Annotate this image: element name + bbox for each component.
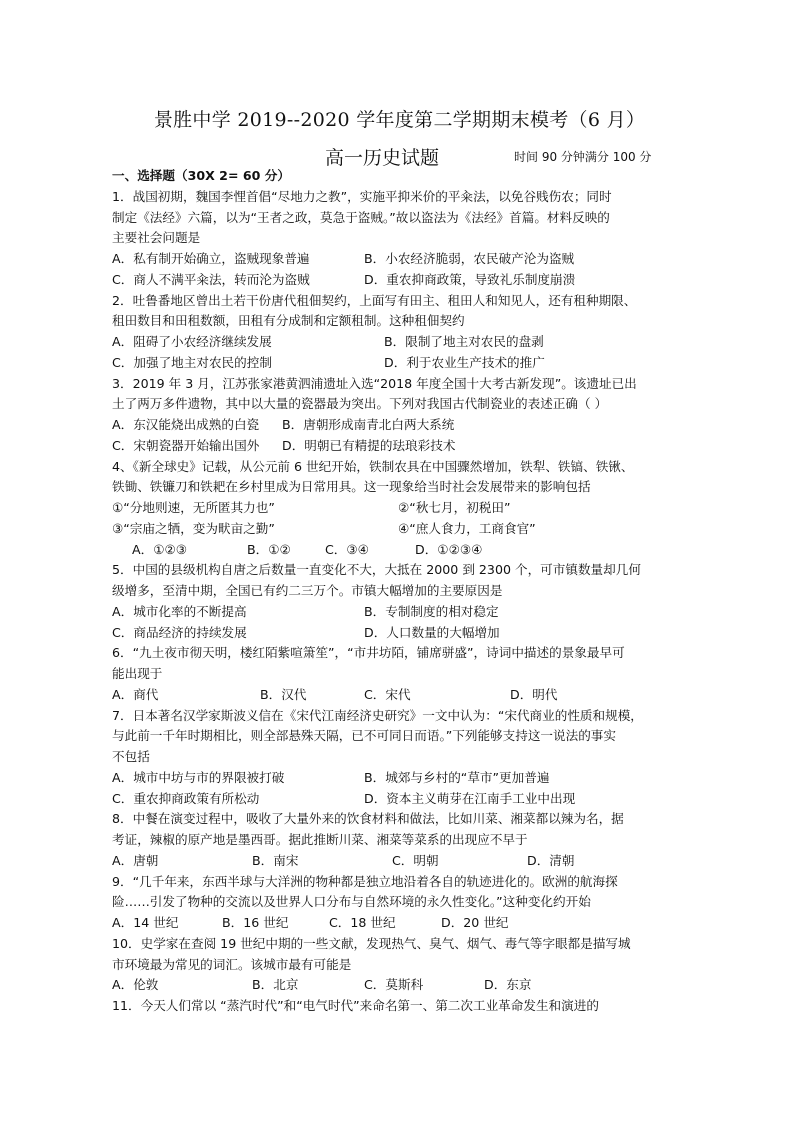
- question-2: [112, 291, 687, 374]
- option-d[interactable]: D．清朝: [527, 852, 575, 868]
- option-b[interactable]: B．①②: [247, 541, 291, 557]
- option-c[interactable]: C．加强了地主对农民的控制: [112, 354, 272, 370]
- question-line: 10．史学家在查阅 19 世纪中期的一些文献，发现热气、臭气、烟气、毒气等字眼都是描写城: [112, 935, 631, 951]
- option-b[interactable]: B．限制了地主对农民的盘剥: [384, 334, 544, 349]
- option-c[interactable]: C．③④: [325, 541, 369, 557]
- question-line: 考证，辣椒的原产地是墨西哥。据此推断川菜、湘菜等菜系的出现应不早于: [112, 832, 528, 847]
- question-line: 1．战国初期，魏国李悝首倡“尽地力之教”，实施平抑米价的平籴法，以免谷贱伤农；同时: [112, 188, 612, 204]
- option-b[interactable]: B．北京: [252, 977, 299, 993]
- question-line: 市环境最为常见的词汇。该城市最有可能是: [112, 956, 352, 972]
- statement-2: ②“秋七月，初税田”: [398, 500, 511, 515]
- option-row: [112, 623, 687, 644]
- option-row: [112, 436, 687, 457]
- question-line: 9．“几千年来，东西半球与大洋洲的物种都是独立地沿着各自的轨迹进化的。欧洲的航海探: [112, 873, 618, 889]
- option-c[interactable]: C．商人不满平籴法，转而沦为盗贼: [112, 271, 310, 287]
- option-row: [112, 249, 687, 270]
- statement-3: ③“宗庙之牺，变为畎亩之勤”: [112, 520, 275, 536]
- question-line: 险……引发了物种的交流以及世界人口分布与自然环境的永久性变化。”这种变化约开始: [112, 894, 591, 910]
- question-line: 级增多，至清中期，全国已有约二三万个。市镇大幅增加的主要原因是: [112, 583, 503, 598]
- exam-subtitle: 高一历史试题: [325, 147, 440, 169]
- question-7: [112, 706, 687, 810]
- option-d[interactable]: D．20 世纪: [441, 915, 509, 930]
- option-a[interactable]: A．伦敦: [112, 977, 159, 993]
- question-10: [112, 934, 687, 996]
- option-a[interactable]: A．城市中坊与市的界限被打破: [112, 769, 285, 785]
- option-d[interactable]: D．资本主义萌芽在江南手工业中出现: [364, 790, 576, 806]
- option-b[interactable]: B．唐朝形成南青北白两大系统: [282, 417, 455, 432]
- option-a[interactable]: A．①②③: [132, 541, 188, 557]
- option-a[interactable]: A．阻碍了小农经济继续发展: [112, 334, 272, 349]
- option-d[interactable]: D．人口数量的大幅增加: [364, 624, 500, 640]
- option-row: [112, 685, 687, 706]
- option-c[interactable]: C．明朝: [392, 852, 439, 868]
- option-c[interactable]: C．宋朝瓷器开始输出国外: [112, 437, 260, 453]
- option-c[interactable]: C．18 世纪: [329, 915, 396, 930]
- question-line: 2．吐鲁番地区曾出土若干份唐代租佃契约，上面写有田主、租田人和知见人，还有租种期限、: [112, 292, 637, 308]
- option-row: [112, 332, 687, 353]
- question-3: [112, 374, 687, 457]
- statement-1: ①“分地则速，无所匿其力也”: [112, 500, 275, 515]
- question-5: [112, 560, 687, 643]
- option-a[interactable]: A．14 世纪: [112, 915, 179, 930]
- question-line: 与此前一千年时期相比，则全部悬殊天隔，已不可同日而语。”下列能够支持这一说法的事实: [112, 728, 616, 744]
- statement-row: [112, 498, 687, 519]
- exam-body: [112, 166, 687, 1017]
- option-d[interactable]: D．①②③④: [415, 541, 483, 557]
- option-b[interactable]: B．16 世纪: [222, 915, 289, 930]
- option-a[interactable]: A．商代: [112, 686, 159, 702]
- question-line: 6．“九土夜市彻天明，楼红陌紫喧箫笙”，“市井坊陌，铺席骈盛”，诗词中描述的景象最早可: [112, 645, 625, 661]
- option-b[interactable]: B．城郊与乡村的“草市”更加普遍: [364, 769, 550, 785]
- option-row: [112, 540, 687, 561]
- question-8: [112, 809, 687, 871]
- question-line: 租田数目和田租数额，田租有分成制和定额租制。这种租佃契约: [112, 313, 465, 329]
- statement-4: ④“庶人食力，工商食官”: [398, 520, 536, 536]
- option-row: [112, 768, 687, 789]
- option-b[interactable]: B．南宋: [252, 852, 299, 868]
- option-d[interactable]: D．明朝已有精提的珐琅彩技术: [282, 437, 456, 453]
- option-row: [112, 975, 687, 996]
- question-line: 11．今天人们常以 “蒸汽时代”和“电气时代”来命名第一、第二次工业革命发生和演进的: [112, 998, 599, 1013]
- question-line: 不包括: [112, 749, 150, 764]
- option-a[interactable]: A．唐朝: [112, 852, 159, 868]
- question-line: 4、《新全球史》记载，从公元前 6 世纪开始，铁制农具在中国骤然增加，铁犁、铁镐、铁锹、: [112, 458, 634, 474]
- question-line: 3．2019 年 3 月，江苏张家港黄泗浦遗址入选“2018 年度全国十大考古新发现”。该遗址已出: [112, 375, 637, 391]
- question-line: 铁锄、铁镰刀和铁耙在乡村里成为日常用具。这一现象给当时社会发展带来的影响包括: [112, 479, 591, 495]
- question-line: 5．中国的县级机构自唐之后数量一直变化不大，大抵在 2000 到 2300 个，可市镇数量却几何: [112, 562, 641, 578]
- option-row: [112, 415, 687, 436]
- question-6: [112, 643, 687, 705]
- question-line: 7．日本著名汉学家斯波义信在《宋代江南经济史研究》一文中认为：“宋代商业的性质和规模，: [112, 707, 643, 723]
- statement-row: [112, 519, 687, 540]
- exam-title: 景胜中学 2019--2020 学年度第二学期期末模考（6 月）: [153, 109, 646, 131]
- option-row: [112, 913, 687, 934]
- option-row: [112, 602, 687, 623]
- option-d[interactable]: D．利于农业生产技术的推广: [384, 354, 545, 370]
- option-d[interactable]: D．重农抑商政策，导致礼乐制度崩溃: [364, 271, 576, 287]
- question-line: 土了两万多件遗物，其中以大量的瓷器最为突出。下列对我国古代制瓷业的表述正确（ ）: [112, 396, 608, 412]
- option-b[interactable]: B．小农经济脆弱，农民破产沦为盗贼: [364, 251, 575, 266]
- option-row: [112, 789, 687, 810]
- question-line: 制定《法经》六篇，以为“王者之政，莫急于盗贼。”故以盗法为《法经》首篇。材料反映的: [112, 209, 610, 225]
- option-a[interactable]: A．私有制开始确立，盗贼现象普遍: [112, 251, 310, 266]
- option-d[interactable]: D．东京: [484, 977, 532, 993]
- option-c[interactable]: C．重农抑商政策有所松动: [112, 790, 260, 806]
- option-row: [112, 851, 687, 872]
- option-c[interactable]: C．莫斯科: [364, 977, 424, 993]
- question-line: 能出现于: [112, 666, 163, 681]
- section-heading: 一、选择题（30X 2= 60 分）: [112, 168, 290, 183]
- option-b[interactable]: B．专制制度的相对稳定: [364, 603, 499, 619]
- option-c[interactable]: C．宋代: [364, 686, 411, 702]
- question-4: [112, 457, 687, 561]
- option-row: [112, 353, 687, 374]
- option-row: [112, 270, 687, 291]
- question-1: [112, 187, 687, 291]
- time-info: 时间 90 分钟满分 100 分: [514, 150, 652, 164]
- option-a[interactable]: A．城市化率的不断提高: [112, 603, 247, 619]
- question-11: [112, 996, 687, 1017]
- option-c[interactable]: C．商品经济的持续发展: [112, 624, 247, 640]
- option-d[interactable]: D．明代: [510, 686, 558, 702]
- question-9: [112, 872, 687, 934]
- question-line: 主要社会问题是: [112, 230, 201, 246]
- option-b[interactable]: B．汉代: [260, 686, 307, 702]
- question-line: 8．中餐在演变过程中，吸收了大量外来的饮食材料和做法，比如川菜、湘菜都以辣为名，据: [112, 811, 624, 827]
- option-a[interactable]: A．东汉能烧出成熟的白瓷: [112, 417, 260, 432]
